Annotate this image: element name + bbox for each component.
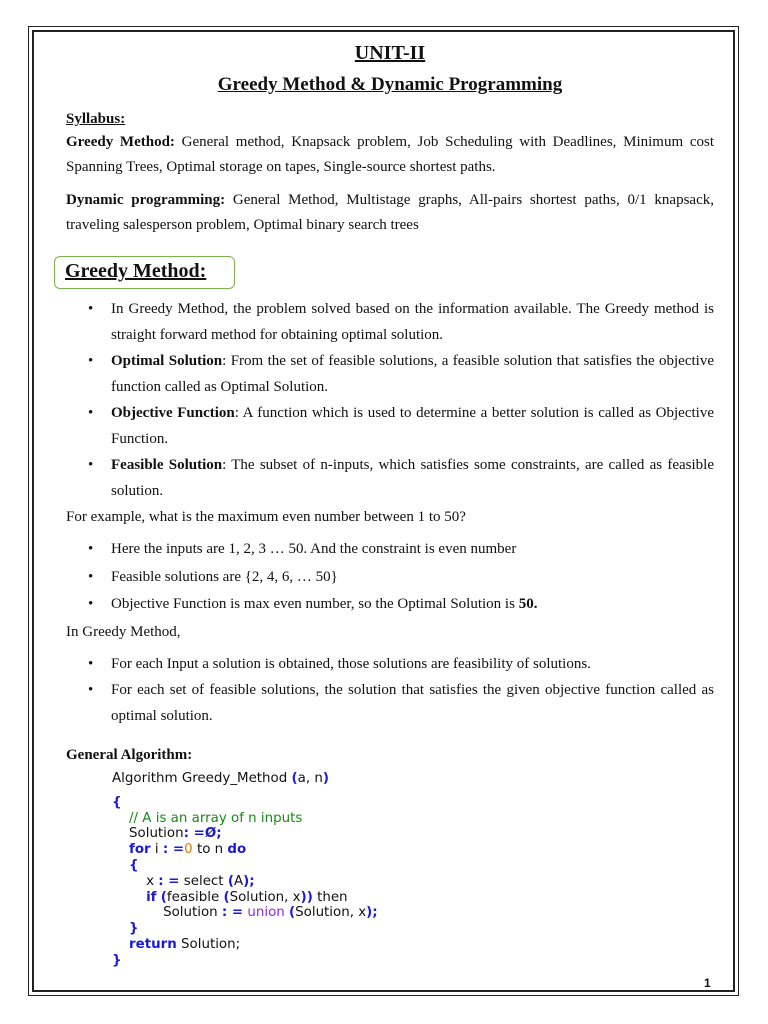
list-item: • For each Input a solution is obtained, those solutions are feasibility of solutions.	[66, 652, 714, 678]
code-line-open-brace-inner: {	[129, 857, 139, 873]
code-line-union: Solution : = union (Solution, x);	[163, 905, 378, 921]
list-item: • Feasible Solution: The subset of n-inputs, which satisfies some constraints, are called as feasible solution.	[66, 453, 714, 504]
list-item: • For each set of feasible solutions, the solution that satisfies the given objective function called as optimal solution.	[66, 678, 714, 729]
code-line-comment: // A is an array of n inputs	[129, 810, 303, 826]
code-line-close-brace: }	[112, 952, 122, 968]
page-content	[66, 40, 714, 969]
greedy-list	[66, 652, 714, 730]
list-item: • Objective Function: A function which is used to determine a better solution is called as Objective Function.	[66, 401, 714, 452]
syllabus-dp-text: General Method, Multistage graphs, All-pairs shortest paths, 0/1 knapsack, traveling salesperson problem, Optimal binary search trees	[66, 192, 714, 233]
list-item: • Here the inputs are 1, 2, 3 … 50. And the constraint is even number	[66, 537, 714, 563]
page-number: 1	[704, 976, 711, 990]
syllabus-greedy-label: Greedy Method:	[66, 134, 175, 150]
syllabus-greedy-text: General method, Knapsack problem, Job Scheduling with Deadlines, Minimum cost Spanning Trees, Optimal storage on tapes, Single-source shortest paths.	[66, 134, 714, 175]
list-item: • Feasible solutions are {2, 4, 6, … 50}	[66, 565, 714, 591]
code-line-close-brace-inner: }	[129, 921, 139, 937]
syllabus-dp-label: Dynamic programming:	[66, 192, 226, 208]
code-line-init: Solution: =Ø;	[129, 826, 222, 842]
section-heading: Greedy Method:	[65, 260, 207, 282]
greedy-intro: In Greedy Method,	[66, 623, 181, 640]
algorithm-heading: General Algorithm:	[66, 747, 193, 763]
list-item: • Optimal Solution: From the set of feasible solutions, a feasible solution that satisfies the objective function called as Optimal Solution.	[66, 349, 714, 400]
section-heading-box	[54, 256, 235, 289]
page-title: Greedy Method & Dynamic Programming	[217, 74, 563, 95]
example-intro: For example, what is the maximum even number between 1 to 50?	[66, 509, 466, 525]
definitions-list	[66, 297, 714, 504]
code-line-for: for i : =0 to n do	[129, 842, 247, 858]
syllabus-greedy	[66, 130, 714, 180]
unit-heading: UNIT-II	[354, 42, 426, 64]
algorithm-code	[112, 771, 714, 969]
code-line-signature: Algorithm Greedy_Method (a, n)	[112, 771, 329, 786]
code-line-select: x : = select (A);	[146, 873, 255, 889]
code-line-return: return Solution;	[129, 936, 241, 952]
list-item: • Objective Function is max even number, so the Optimal Solution is 50.	[66, 592, 714, 618]
example-list	[66, 537, 714, 618]
code-line-if: if (feasible (Solution, x)) then	[146, 889, 348, 905]
syllabus-dp	[66, 188, 714, 238]
code-line-open-brace: {	[112, 794, 122, 810]
list-item: • In Greedy Method, the problem solved based on the information available. The Greedy method is straight forward method for obtaining optimal solution.	[66, 297, 714, 348]
syllabus-heading: Syllabus:	[66, 111, 126, 127]
